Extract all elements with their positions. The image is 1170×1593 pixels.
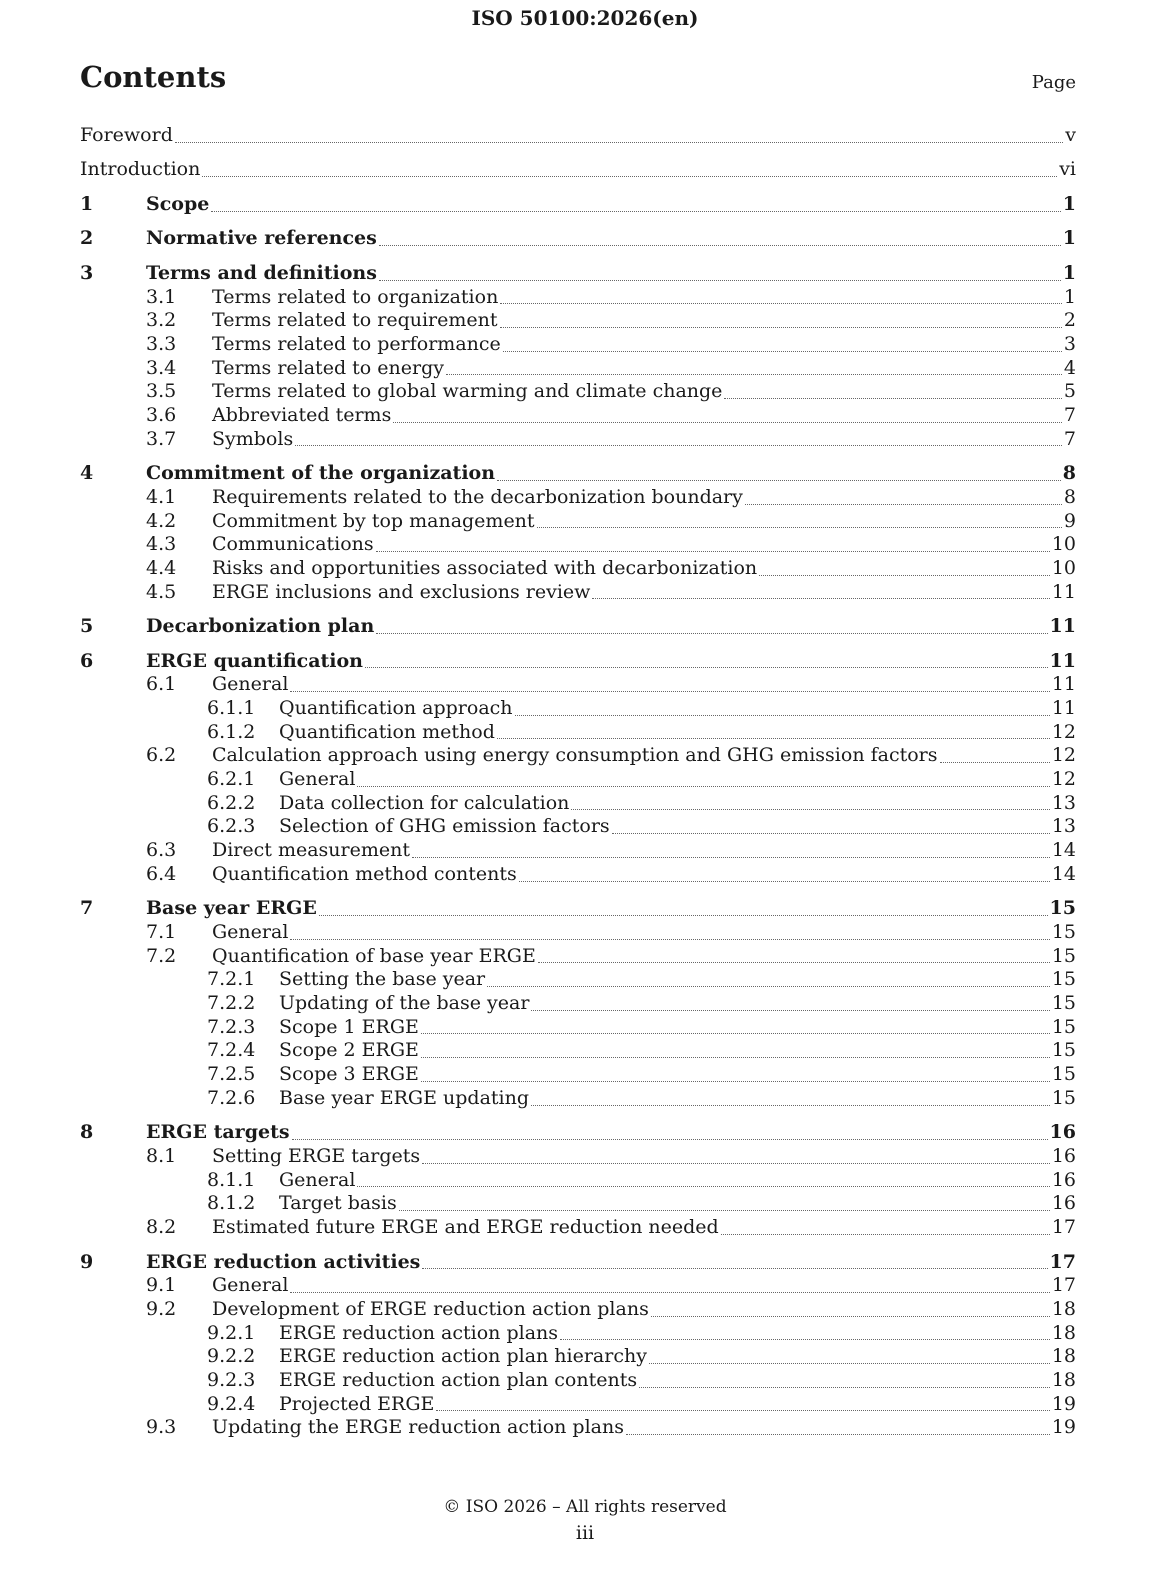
dot-leader <box>393 422 1062 423</box>
toc-entry-title: Abbreviated terms <box>212 404 392 427</box>
toc-entry-number: 4.2 <box>146 509 177 532</box>
toc-entry-page: 12 <box>1051 744 1076 767</box>
toc-entry[interactable] <box>80 1039 1076 1063</box>
toc-entry-title: Estimated future ERGE and ERGE reduction needed <box>212 1216 719 1239</box>
copyright-footer: © ISO 2026 – All rights reserved <box>443 1497 727 1517</box>
toc-entry-title: Terms related to performance <box>212 333 501 355</box>
toc-entry-page: 19 <box>1051 1392 1076 1415</box>
toc-entry-number: 3.5 <box>146 380 177 403</box>
dot-leader <box>500 327 1062 328</box>
dot-leader <box>436 1410 1049 1411</box>
toc-entry-title: ERGE targets <box>146 1121 290 1144</box>
toc-entry-title: ERGE reduction activities <box>146 1250 421 1273</box>
toc-entry-page: 15 <box>1051 1015 1076 1038</box>
toc-entry-title: Decarbonization plan <box>146 615 375 638</box>
toc-entry-page: 17 <box>1051 1274 1076 1297</box>
toc-entry-page: 16 <box>1051 1168 1076 1191</box>
dot-leader <box>759 575 1050 576</box>
toc-entry-number: 9.3 <box>146 1416 177 1439</box>
dot-leader <box>421 1081 1050 1082</box>
toc-entry-page: 1 <box>1062 261 1076 284</box>
toc-entry-number: 6.3 <box>146 839 177 862</box>
toc-entry-page: 18 <box>1051 1321 1076 1344</box>
toc-entry-title: Quantification method contents <box>212 862 517 885</box>
toc-entry-title: Projected ERGE <box>279 1392 435 1415</box>
toc-entry[interactable] <box>80 673 1076 697</box>
toc-entry[interactable] <box>80 1087 1076 1111</box>
toc-entry-title: Commitment by top management <box>212 509 535 532</box>
toc-entry-title: Introduction <box>80 158 201 181</box>
toc-entry-page: v <box>1065 124 1076 146</box>
toc-entry-number: 9.2.4 <box>207 1392 256 1415</box>
toc-entry-number: 6.1.1 <box>207 697 256 720</box>
toc-entry-page: 15 <box>1051 944 1076 967</box>
toc-entry-number: 9.2.2 <box>207 1345 256 1368</box>
toc-entry-title: Communications <box>212 533 374 556</box>
dot-leader <box>421 1057 1050 1058</box>
toc-entry-number: 8.1 <box>146 1144 177 1167</box>
toc-entry-title: Terms related to global warming and climate change <box>212 380 723 403</box>
toc-entry-title: Terms related to energy <box>212 356 444 379</box>
toc-entry[interactable] <box>80 1369 1076 1393</box>
toc-entry-title: Requirements related to the decarbonization boundary <box>212 485 743 508</box>
toc-entry-number: 9.1 <box>146 1274 177 1297</box>
toc-entry-page: 1 <box>1063 285 1076 308</box>
toc-entry-page: 16 <box>1051 1192 1076 1215</box>
dot-leader <box>357 786 1049 787</box>
toc-entry-number: 7.2.5 <box>207 1063 256 1086</box>
toc-entry-number: 3 <box>80 261 94 284</box>
toc-entry-title: Scope <box>146 192 210 215</box>
toc-entry[interactable] <box>80 968 1076 992</box>
toc-entry-number: 6 <box>80 649 94 672</box>
toc-entry-title: Selection of GHG emission factors <box>279 815 610 838</box>
toc-entry-title: Terms related to requirement <box>212 309 498 332</box>
dot-leader <box>365 667 1048 668</box>
toc-entry-title: Setting ERGE targets <box>212 1144 421 1167</box>
dot-leader <box>560 1339 1050 1340</box>
toc-entry[interactable] <box>80 792 1076 816</box>
dot-leader <box>538 962 1050 963</box>
toc-entry-number: 7.2.6 <box>207 1086 256 1109</box>
toc-entry-page: 18 <box>1051 1345 1076 1368</box>
toc-entry[interactable] <box>80 262 1076 286</box>
toc-entry-title: Quantification approach <box>279 697 513 720</box>
toc-entry-number: 6.1.2 <box>207 720 256 743</box>
toc-entry-title: Symbols <box>212 427 294 450</box>
dot-leader <box>175 142 1063 143</box>
toc-entry[interactable] <box>80 863 1076 887</box>
toc-entry-title: Normative references <box>146 227 377 250</box>
toc-entry-number: 6.2 <box>146 744 177 767</box>
page-column-label: Page <box>1031 72 1076 93</box>
toc-entry[interactable] <box>80 462 1076 486</box>
toc-entry-page: 10 <box>1051 556 1076 579</box>
toc-entry-number: 3.4 <box>146 356 177 379</box>
dot-leader <box>295 445 1062 446</box>
toc-entry-page: 17 <box>1049 1250 1076 1273</box>
toc-entry-number: 9.2 <box>146 1297 177 1320</box>
toc-entry-title: ERGE reduction action plans <box>279 1321 559 1344</box>
toc-entry[interactable] <box>80 557 1076 581</box>
toc-entry-page: 18 <box>1051 1368 1076 1391</box>
toc-entry-title: Data collection for calculation <box>279 791 570 814</box>
toc-entry[interactable] <box>80 286 1076 310</box>
toc-entry[interactable] <box>80 1145 1076 1169</box>
toc-entry-number: 7.2.4 <box>207 1039 256 1062</box>
toc-entry[interactable] <box>80 1192 1076 1216</box>
toc-entry-number: 7 <box>80 897 94 920</box>
dot-leader <box>290 691 1049 692</box>
toc-entry-title: Base year ERGE <box>146 897 317 920</box>
dot-leader <box>721 1234 1050 1235</box>
dot-leader <box>500 303 1062 304</box>
dot-leader <box>537 527 1062 528</box>
toc-entry[interactable] <box>80 357 1076 381</box>
toc-entry[interactable] <box>80 744 1076 768</box>
dot-leader <box>497 738 1050 739</box>
toc-entry-page: 14 <box>1051 839 1076 862</box>
toc-entry[interactable] <box>80 380 1076 404</box>
table-of-contents <box>80 124 1076 1440</box>
page-number: iii <box>575 1522 595 1544</box>
toc-entry-title: General <box>212 921 289 943</box>
toc-entry-page: 12 <box>1051 720 1076 743</box>
toc-entry-page: 1 <box>1062 192 1076 215</box>
toc-entry[interactable] <box>80 839 1076 863</box>
toc-entry-number: 9 <box>80 1250 94 1273</box>
toc-entry-page: 13 <box>1051 791 1076 814</box>
toc-entry-number: 6.2.3 <box>207 815 256 838</box>
toc-entry-number: 7.2.1 <box>207 968 256 991</box>
toc-entry-number: 8.1.1 <box>207 1168 256 1191</box>
toc-entry-number: 3.1 <box>146 285 177 308</box>
toc-entry-number: 9.2.1 <box>207 1321 256 1344</box>
toc-entry-number: 3.3 <box>146 333 177 355</box>
dot-leader <box>571 809 1049 810</box>
toc-entry[interactable] <box>80 1063 1076 1087</box>
toc-entry[interactable] <box>80 1322 1076 1346</box>
toc-entry-number: 2 <box>80 227 94 250</box>
dot-leader <box>724 398 1061 399</box>
toc-entry[interactable] <box>80 697 1076 721</box>
dot-leader <box>592 598 1049 599</box>
toc-entry-page: 15 <box>1051 921 1076 943</box>
dot-leader <box>376 633 1047 634</box>
dot-leader <box>515 715 1050 716</box>
toc-entry-page: 5 <box>1063 380 1076 403</box>
toc-entry-number: 4.1 <box>146 485 177 508</box>
toc-entry-title: ERGE inclusions and exclusions review <box>212 580 591 603</box>
toc-entry-number: 5 <box>80 615 94 638</box>
toc-entry-page: 18 <box>1051 1297 1076 1320</box>
dot-leader <box>290 1292 1049 1293</box>
dot-leader <box>639 1387 1050 1388</box>
toc-entry-page: 17 <box>1051 1216 1076 1239</box>
toc-entry-title: Terms related to organization <box>212 285 499 308</box>
toc-entry[interactable] <box>80 1251 1076 1275</box>
toc-entry[interactable] <box>80 533 1076 557</box>
toc-entry-page: 15 <box>1051 1063 1076 1086</box>
toc-entry[interactable] <box>80 1416 1076 1440</box>
toc-entry-page: 11 <box>1049 649 1076 672</box>
dot-leader <box>531 1105 1050 1106</box>
toc-entry-number: 8 <box>80 1121 94 1144</box>
toc-entry[interactable] <box>80 992 1076 1016</box>
toc-entry-number: 7.2.2 <box>207 992 256 1015</box>
toc-entry-title: Scope 1 ERGE <box>279 1015 419 1038</box>
dot-leader <box>497 480 1061 481</box>
toc-entry-title: Updating of the base year <box>279 992 530 1015</box>
toc-entry[interactable] <box>80 510 1076 534</box>
toc-entry-page: 7 <box>1063 427 1076 450</box>
toc-entry-number: 3.6 <box>146 404 177 427</box>
dot-leader <box>357 1186 1049 1187</box>
toc-entry-page: 15 <box>1049 897 1076 920</box>
dot-leader <box>745 504 1062 505</box>
toc-entry[interactable] <box>80 1345 1076 1369</box>
toc-entry[interactable] <box>80 615 1076 639</box>
toc-entry-title: Base year ERGE updating <box>279 1086 530 1109</box>
toc-entry-page: 11 <box>1051 580 1076 603</box>
dot-leader <box>651 1316 1050 1317</box>
toc-entry-number: 9.2.3 <box>207 1368 256 1391</box>
toc-entry-number: 1 <box>80 192 94 215</box>
toc-entry[interactable] <box>80 721 1076 745</box>
toc-entry[interactable] <box>80 1121 1076 1145</box>
toc-entry[interactable] <box>80 650 1076 674</box>
toc-entry-page: 10 <box>1051 533 1076 556</box>
toc-entry-title: Updating the ERGE reduction action plans <box>212 1416 624 1439</box>
toc-entry-title: Terms and definitions <box>146 261 377 284</box>
toc-entry-title: General <box>279 768 356 791</box>
toc-entry-page: 7 <box>1063 404 1076 427</box>
toc-entry[interactable] <box>80 1016 1076 1040</box>
dot-leader <box>519 881 1050 882</box>
toc-entry[interactable] <box>80 428 1076 452</box>
toc-entry-number: 4.4 <box>146 556 177 579</box>
toc-entry-title: Scope 3 ERGE <box>279 1063 419 1086</box>
dot-leader <box>379 280 1061 281</box>
toc-entry-number: 7.2.3 <box>207 1015 256 1038</box>
toc-entry-title: Direct measurement <box>212 839 410 862</box>
toc-entry-number: 6.2.2 <box>207 791 256 814</box>
toc-entry[interactable] <box>80 897 1076 921</box>
dot-leader <box>211 211 1060 212</box>
toc-entry[interactable] <box>80 124 1076 148</box>
toc-entry-page: 9 <box>1063 509 1076 532</box>
dot-leader <box>531 1010 1049 1011</box>
toc-entry-number: 6.1 <box>146 673 177 696</box>
contents-title: Contents <box>80 60 227 94</box>
toc-entry-number: 6.4 <box>146 862 177 885</box>
toc-entry-title: Commitment of the organization <box>146 462 496 485</box>
toc-entry-title: Target basis <box>279 1192 397 1215</box>
toc-entry[interactable] <box>80 1274 1076 1298</box>
dot-leader <box>422 1268 1047 1269</box>
toc-entry-number: 8.1.2 <box>207 1192 256 1215</box>
toc-entry-title: Scope 2 ERGE <box>279 1039 419 1062</box>
dot-leader <box>376 551 1050 552</box>
toc-entry-title: General <box>279 1168 356 1191</box>
toc-entry-title: Risks and opportunities associated with decarbonization <box>212 556 758 579</box>
dot-leader <box>503 351 1062 352</box>
toc-entry[interactable] <box>80 768 1076 792</box>
dot-leader <box>379 245 1061 246</box>
toc-entry-page: 13 <box>1051 815 1076 838</box>
toc-entry-page: 11 <box>1051 673 1076 696</box>
toc-entry-number: 6.2.1 <box>207 768 256 791</box>
toc-entry[interactable] <box>80 1393 1076 1417</box>
toc-entry[interactable] <box>80 333 1076 357</box>
toc-entry-title: ERGE reduction action plan hierarchy <box>279 1345 647 1368</box>
dot-leader <box>487 986 1050 987</box>
toc-entry-title: General <box>212 673 289 696</box>
document-id-header: ISO 50100:2026(en) <box>471 6 699 30</box>
toc-entry-page: 15 <box>1051 1039 1076 1062</box>
toc-entry[interactable] <box>80 309 1076 333</box>
toc-entry-page: 16 <box>1049 1121 1076 1144</box>
dot-leader <box>612 833 1050 834</box>
dot-leader <box>421 1033 1050 1034</box>
toc-entry-page: 14 <box>1051 862 1076 885</box>
toc-entry-title: Development of ERGE reduction action plans <box>212 1297 649 1320</box>
toc-entry-title: ERGE quantification <box>146 649 363 672</box>
dot-leader <box>290 939 1049 940</box>
toc-entry[interactable] <box>80 486 1076 510</box>
toc-entry[interactable] <box>80 945 1076 969</box>
toc-entry-title: Setting the base year <box>279 968 486 991</box>
toc-entry-page: 15 <box>1051 992 1076 1015</box>
toc-entry[interactable] <box>80 581 1076 605</box>
toc-entry-title: General <box>212 1274 289 1297</box>
toc-entry-page: 2 <box>1063 309 1076 332</box>
toc-entry-page: 3 <box>1063 333 1076 355</box>
toc-entry-number: 3.7 <box>146 427 177 450</box>
dot-leader <box>422 1163 1050 1164</box>
toc-entry-page: 12 <box>1051 768 1076 791</box>
dot-leader <box>626 1434 1050 1435</box>
dot-leader <box>399 1210 1050 1211</box>
toc-entry-page: 8 <box>1063 485 1076 508</box>
toc-entry[interactable] <box>80 158 1076 182</box>
toc-entry-number: 3.2 <box>146 309 177 332</box>
toc-entry-title: Quantification of base year ERGE <box>212 944 536 967</box>
toc-entry-number: 4.5 <box>146 580 177 603</box>
toc-entry-page: 11 <box>1051 697 1076 720</box>
toc-entry-title: Foreword <box>80 124 173 146</box>
dot-leader <box>202 176 1057 177</box>
toc-entry-page: 19 <box>1051 1416 1076 1439</box>
toc-entry-title: Quantification method <box>279 720 495 743</box>
dot-leader <box>292 1139 1048 1140</box>
toc-entry-page: 11 <box>1049 615 1076 638</box>
dot-leader <box>412 857 1050 858</box>
toc-entry[interactable] <box>80 815 1076 839</box>
toc-entry[interactable] <box>80 193 1076 217</box>
toc-entry-number: 7.2 <box>146 944 177 967</box>
toc-entry-page: 16 <box>1051 1144 1076 1167</box>
dot-leader <box>649 1363 1050 1364</box>
toc-entry-page: 15 <box>1051 968 1076 991</box>
toc-entry[interactable] <box>80 921 1076 945</box>
toc-entry-page: vi <box>1059 158 1076 181</box>
toc-entry[interactable] <box>80 227 1076 251</box>
toc-entry[interactable] <box>80 404 1076 428</box>
toc-entry-number: 7.1 <box>146 921 177 943</box>
toc-entry-page: 15 <box>1051 1086 1076 1109</box>
toc-entry[interactable] <box>80 1169 1076 1193</box>
toc-entry-page: 1 <box>1062 227 1076 250</box>
toc-entry-number: 4 <box>80 462 94 485</box>
dot-leader <box>319 915 1048 916</box>
toc-entry-title: ERGE reduction action plan contents <box>279 1368 638 1391</box>
toc-entry-page: 8 <box>1062 462 1076 485</box>
toc-entry-number: 8.2 <box>146 1216 177 1239</box>
toc-entry-title: Calculation approach using energy consumption and GHG emission factors <box>212 744 938 767</box>
toc-entry-number: 4.3 <box>146 533 177 556</box>
toc-entry[interactable] <box>80 1298 1076 1322</box>
dot-leader <box>446 374 1062 375</box>
toc-entry[interactable] <box>80 1216 1076 1240</box>
toc-entry-page: 4 <box>1063 356 1076 379</box>
dot-leader <box>940 762 1050 763</box>
